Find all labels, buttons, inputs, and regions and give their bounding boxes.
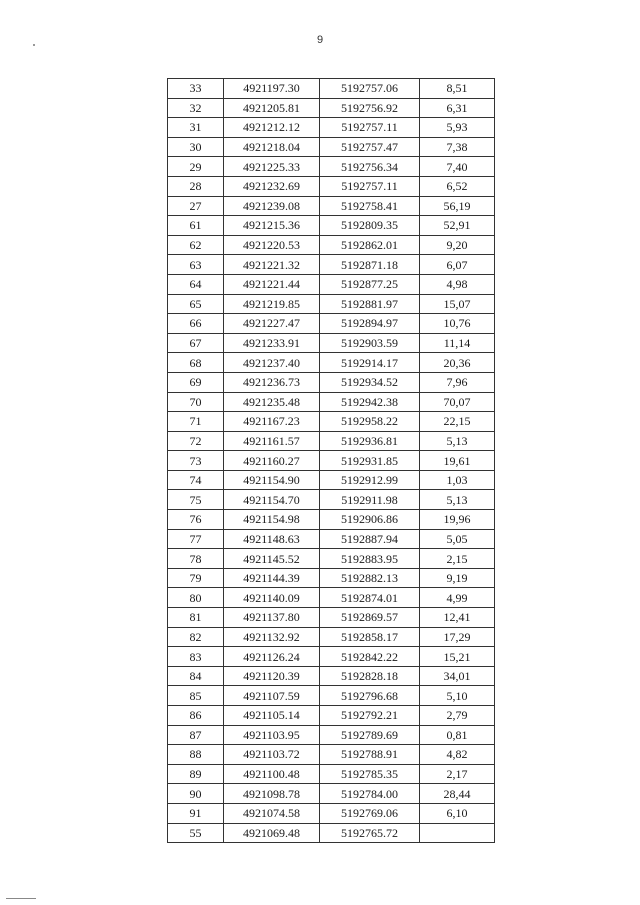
distance-cell: 2,17 xyxy=(420,764,495,784)
x-coordinate-cell: 4921233.91 xyxy=(224,333,320,353)
point-number-cell: 80 xyxy=(168,588,224,608)
table-row xyxy=(168,529,495,549)
table-row xyxy=(168,79,495,99)
x-coordinate-cell: 4921103.72 xyxy=(224,745,320,765)
x-coordinate-cell: 4921154.90 xyxy=(224,470,320,490)
x-coordinate-cell: 4921221.44 xyxy=(224,274,320,294)
page-number: 9 xyxy=(316,34,324,46)
point-number-cell: 63 xyxy=(168,255,224,275)
x-coordinate-cell: 4921074.58 xyxy=(224,803,320,823)
point-number-cell: 66 xyxy=(168,314,224,334)
table-row xyxy=(168,706,495,726)
distance-cell: 5,05 xyxy=(420,529,495,549)
y-coordinate-cell: 5192931.85 xyxy=(320,451,420,471)
x-coordinate-cell: 4921160.27 xyxy=(224,451,320,471)
point-number-cell: 67 xyxy=(168,333,224,353)
x-coordinate-cell: 4921218.04 xyxy=(224,137,320,157)
table-row xyxy=(168,255,495,275)
y-coordinate-cell: 5192887.94 xyxy=(320,529,420,549)
x-coordinate-cell: 4921107.59 xyxy=(224,686,320,706)
x-coordinate-cell: 4921154.98 xyxy=(224,510,320,530)
point-number-cell: 72 xyxy=(168,431,224,451)
table-row xyxy=(168,608,495,628)
distance-cell: 17,29 xyxy=(420,627,495,647)
table-row xyxy=(168,235,495,255)
distance-cell: 0,81 xyxy=(420,725,495,745)
distance-cell: 6,31 xyxy=(420,98,495,118)
point-number-cell: 78 xyxy=(168,549,224,569)
y-coordinate-cell: 5192903.59 xyxy=(320,333,420,353)
table-row xyxy=(168,686,495,706)
distance-cell: 8,51 xyxy=(420,79,495,99)
y-coordinate-cell: 5192785.35 xyxy=(320,764,420,784)
point-number-cell: 79 xyxy=(168,568,224,588)
point-number-cell: 71 xyxy=(168,412,224,432)
point-number-cell: 27 xyxy=(168,196,224,216)
table-row xyxy=(168,490,495,510)
point-number-cell: 90 xyxy=(168,784,224,804)
y-coordinate-cell: 5192869.57 xyxy=(320,608,420,628)
point-number-cell: 84 xyxy=(168,666,224,686)
y-coordinate-cell: 5192958.22 xyxy=(320,412,420,432)
y-coordinate-cell: 5192911.98 xyxy=(320,490,420,510)
y-coordinate-cell: 5192789.69 xyxy=(320,725,420,745)
table-row xyxy=(168,216,495,236)
distance-cell: 6,10 xyxy=(420,803,495,823)
y-coordinate-cell: 5192757.47 xyxy=(320,137,420,157)
table-row xyxy=(168,274,495,294)
table-row xyxy=(168,98,495,118)
distance-cell: 1,03 xyxy=(420,470,495,490)
table-row xyxy=(168,314,495,334)
point-number-cell: 28 xyxy=(168,176,224,196)
point-number-cell: 74 xyxy=(168,470,224,490)
point-number-cell: 70 xyxy=(168,392,224,412)
x-coordinate-cell: 4921227.47 xyxy=(224,314,320,334)
x-coordinate-cell: 4921220.53 xyxy=(224,235,320,255)
distance-cell: 70,07 xyxy=(420,392,495,412)
x-coordinate-cell: 4921215.36 xyxy=(224,216,320,236)
x-coordinate-cell: 4921105.14 xyxy=(224,706,320,726)
table-row xyxy=(168,137,495,157)
point-number-cell: 69 xyxy=(168,372,224,392)
table-row xyxy=(168,412,495,432)
y-coordinate-cell: 5192788.91 xyxy=(320,745,420,765)
point-number-cell: 88 xyxy=(168,745,224,765)
point-number-cell: 73 xyxy=(168,451,224,471)
y-coordinate-cell: 5192942.38 xyxy=(320,392,420,412)
table-row xyxy=(168,118,495,138)
distance-cell: 9,20 xyxy=(420,235,495,255)
distance-cell: 28,44 xyxy=(420,784,495,804)
distance-cell: 4,98 xyxy=(420,274,495,294)
distance-cell: 20,36 xyxy=(420,353,495,373)
point-number-cell: 82 xyxy=(168,627,224,647)
y-coordinate-cell: 5192914.17 xyxy=(320,353,420,373)
y-coordinate-cell: 5192881.97 xyxy=(320,294,420,314)
point-number-cell: 61 xyxy=(168,216,224,236)
table-row xyxy=(168,764,495,784)
distance-cell: 4,99 xyxy=(420,588,495,608)
y-coordinate-cell: 5192842.22 xyxy=(320,647,420,667)
table-row xyxy=(168,784,495,804)
x-coordinate-cell: 4921144.39 xyxy=(224,568,320,588)
distance-cell: 56,19 xyxy=(420,196,495,216)
x-coordinate-cell: 4921098.78 xyxy=(224,784,320,804)
point-number-cell: 68 xyxy=(168,353,224,373)
distance-cell: 22,15 xyxy=(420,412,495,432)
y-coordinate-cell: 5192874.01 xyxy=(320,588,420,608)
point-number-cell: 55 xyxy=(168,823,224,843)
table-row xyxy=(168,333,495,353)
table-row xyxy=(168,470,495,490)
table-row xyxy=(168,431,495,451)
point-number-cell: 85 xyxy=(168,686,224,706)
point-number-cell: 76 xyxy=(168,510,224,530)
y-coordinate-cell: 5192796.68 xyxy=(320,686,420,706)
x-coordinate-cell: 4921232.69 xyxy=(224,176,320,196)
table-row xyxy=(168,392,495,412)
point-number-cell: 77 xyxy=(168,529,224,549)
x-coordinate-cell: 4921212.12 xyxy=(224,118,320,138)
y-coordinate-cell: 5192912.99 xyxy=(320,470,420,490)
distance-cell: 7,40 xyxy=(420,157,495,177)
table-row xyxy=(168,157,495,177)
distance-cell: 4,82 xyxy=(420,745,495,765)
y-coordinate-cell: 5192757.11 xyxy=(320,118,420,138)
y-coordinate-cell: 5192934.52 xyxy=(320,372,420,392)
distance-cell: 11,14 xyxy=(420,333,495,353)
x-coordinate-cell: 4921167.23 xyxy=(224,412,320,432)
x-coordinate-cell: 4921205.81 xyxy=(224,98,320,118)
point-number-cell: 91 xyxy=(168,803,224,823)
x-coordinate-cell: 4921137.80 xyxy=(224,608,320,628)
x-coordinate-cell: 4921126.24 xyxy=(224,647,320,667)
x-coordinate-cell: 4921100.48 xyxy=(224,764,320,784)
x-coordinate-cell: 4921120.39 xyxy=(224,666,320,686)
scan-edge-mark xyxy=(6,898,36,900)
point-number-cell: 29 xyxy=(168,157,224,177)
table-row xyxy=(168,627,495,647)
table-row xyxy=(168,353,495,373)
distance-cell: 9,19 xyxy=(420,568,495,588)
table-row xyxy=(168,549,495,569)
point-number-cell: 31 xyxy=(168,118,224,138)
y-coordinate-cell: 5192906.86 xyxy=(320,510,420,530)
distance-cell: 19,61 xyxy=(420,451,495,471)
point-number-cell: 32 xyxy=(168,98,224,118)
table-row xyxy=(168,666,495,686)
point-number-cell: 65 xyxy=(168,294,224,314)
point-number-cell: 81 xyxy=(168,608,224,628)
point-number-cell: 75 xyxy=(168,490,224,510)
point-number-cell: 87 xyxy=(168,725,224,745)
distance-cell: 5,13 xyxy=(420,490,495,510)
table-row xyxy=(168,372,495,392)
point-number-cell: 89 xyxy=(168,764,224,784)
point-number-cell: 30 xyxy=(168,137,224,157)
y-coordinate-cell: 5192757.11 xyxy=(320,176,420,196)
distance-cell: 5,10 xyxy=(420,686,495,706)
table-row xyxy=(168,647,495,667)
y-coordinate-cell: 5192877.25 xyxy=(320,274,420,294)
x-coordinate-cell: 4921197.30 xyxy=(224,79,320,99)
point-number-cell: 33 xyxy=(168,79,224,99)
x-coordinate-cell: 4921235.48 xyxy=(224,392,320,412)
x-coordinate-cell: 4921236.73 xyxy=(224,372,320,392)
point-number-cell: 86 xyxy=(168,706,224,726)
table-row xyxy=(168,588,495,608)
y-coordinate-cell: 5192758.41 xyxy=(320,196,420,216)
y-coordinate-cell: 5192871.18 xyxy=(320,255,420,275)
distance-cell: 15,21 xyxy=(420,647,495,667)
y-coordinate-cell: 5192769.06 xyxy=(320,803,420,823)
y-coordinate-cell: 5192882.13 xyxy=(320,568,420,588)
y-coordinate-cell: 5192784.00 xyxy=(320,784,420,804)
y-coordinate-cell: 5192809.35 xyxy=(320,216,420,236)
x-coordinate-cell: 4921221.32 xyxy=(224,255,320,275)
x-coordinate-cell: 4921219.85 xyxy=(224,294,320,314)
distance-cell: 10,76 xyxy=(420,314,495,334)
x-coordinate-cell: 4921161.57 xyxy=(224,431,320,451)
distance-cell: 2,15 xyxy=(420,549,495,569)
coordinates-table xyxy=(167,78,495,843)
x-coordinate-cell: 4921148.63 xyxy=(224,529,320,549)
y-coordinate-cell: 5192756.34 xyxy=(320,157,420,177)
y-coordinate-cell: 5192765.72 xyxy=(320,823,420,843)
x-coordinate-cell: 4921103.95 xyxy=(224,725,320,745)
table-row xyxy=(168,745,495,765)
y-coordinate-cell: 5192858.17 xyxy=(320,627,420,647)
y-coordinate-cell: 5192756.92 xyxy=(320,98,420,118)
table-row xyxy=(168,510,495,530)
distance-cell: 12,41 xyxy=(420,608,495,628)
distance-cell: 2,79 xyxy=(420,706,495,726)
y-coordinate-cell: 5192757.06 xyxy=(320,79,420,99)
table-row xyxy=(168,196,495,216)
x-coordinate-cell: 4921225.33 xyxy=(224,157,320,177)
table-row xyxy=(168,823,495,843)
x-coordinate-cell: 4921132.92 xyxy=(224,627,320,647)
table-row xyxy=(168,803,495,823)
y-coordinate-cell: 5192894.97 xyxy=(320,314,420,334)
table-row xyxy=(168,568,495,588)
y-coordinate-cell: 5192936.81 xyxy=(320,431,420,451)
distance-cell: 7,38 xyxy=(420,137,495,157)
distance-cell: 34,01 xyxy=(420,666,495,686)
distance-cell: 15,07 xyxy=(420,294,495,314)
coordinates-table-body xyxy=(168,79,495,843)
table-row xyxy=(168,725,495,745)
distance-cell xyxy=(420,823,495,843)
x-coordinate-cell: 4921237.40 xyxy=(224,353,320,373)
distance-cell: 6,07 xyxy=(420,255,495,275)
y-coordinate-cell: 5192883.95 xyxy=(320,549,420,569)
point-number-cell: 64 xyxy=(168,274,224,294)
distance-cell: 52,91 xyxy=(420,216,495,236)
table-row xyxy=(168,294,495,314)
distance-cell: 5,13 xyxy=(420,431,495,451)
distance-cell: 19,96 xyxy=(420,510,495,530)
x-coordinate-cell: 4921154.70 xyxy=(224,490,320,510)
x-coordinate-cell: 4921140.09 xyxy=(224,588,320,608)
distance-cell: 7,96 xyxy=(420,372,495,392)
y-coordinate-cell: 5192792.21 xyxy=(320,706,420,726)
table-row xyxy=(168,176,495,196)
distance-cell: 5,93 xyxy=(420,118,495,138)
x-coordinate-cell: 4921069.48 xyxy=(224,823,320,843)
x-coordinate-cell: 4921239.08 xyxy=(224,196,320,216)
point-number-cell: 62 xyxy=(168,235,224,255)
table-row xyxy=(168,451,495,471)
distance-cell: 6,52 xyxy=(420,176,495,196)
y-coordinate-cell: 5192828.18 xyxy=(320,666,420,686)
y-coordinate-cell: 5192862.01 xyxy=(320,235,420,255)
point-number-cell: 83 xyxy=(168,647,224,667)
x-coordinate-cell: 4921145.52 xyxy=(224,549,320,569)
